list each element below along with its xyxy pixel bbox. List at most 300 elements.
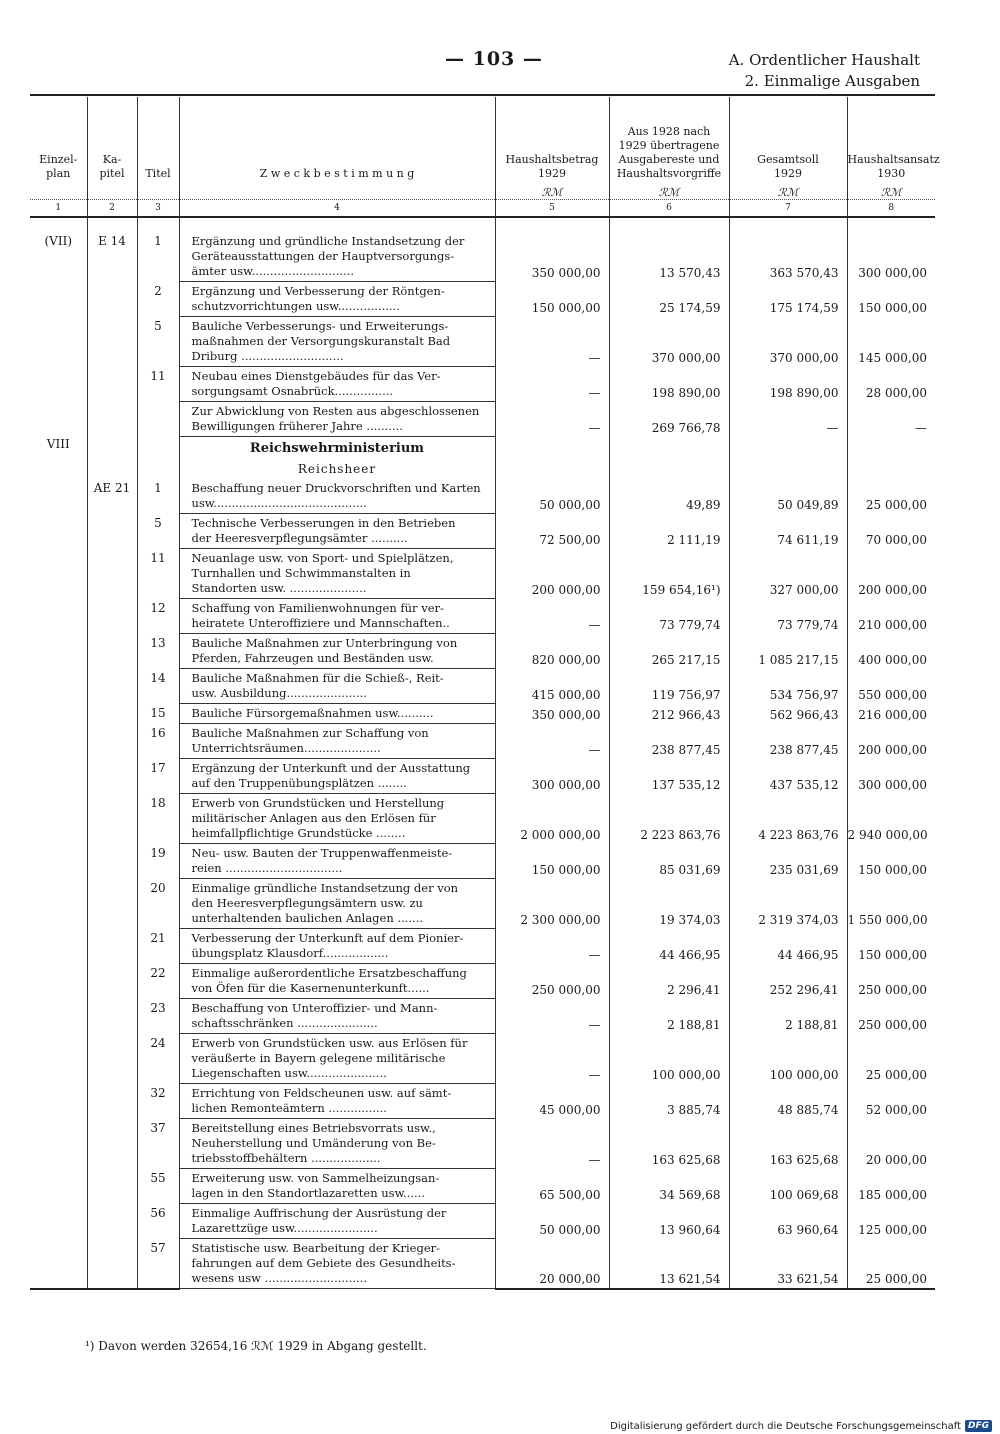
amount-cell: 238 877,45 (609, 724, 729, 759)
amount-cell: 125 000,00 (847, 1204, 935, 1239)
titel-cell: 18 (137, 794, 179, 844)
amount-cell: 2 188,81 (729, 999, 847, 1034)
kapitel-cell (87, 1119, 137, 1169)
description-line: Unterrichtsräumen..................... (191, 741, 381, 755)
description-line: Statistische usw. Bearbeitung der Krieger- (191, 1241, 441, 1255)
amount-cell: 73 779,74 (609, 599, 729, 634)
amount-cell: 52 000,00 (847, 1084, 935, 1119)
description-cell (179, 282, 495, 317)
amount-cell: 400 000,00 (847, 634, 935, 669)
einzelplan-cell (30, 634, 87, 669)
kapitel-cell (87, 549, 137, 599)
description-line: veräußerte in Bayern gelegene militärische (191, 1051, 446, 1065)
description-cell (179, 669, 495, 704)
amount-cell: 2 296,41 (609, 964, 729, 999)
amount-cell: 137 535,12 (609, 759, 729, 794)
amount-cell: 300 000,00 (495, 759, 609, 794)
amount-cell: 200 000,00 (847, 724, 935, 759)
amount-cell: 2 300 000,00 (495, 879, 609, 929)
description-cell (179, 1084, 495, 1119)
description-line: Neu- usw. Bauten der Truppenwaffenmeiste- (191, 846, 453, 860)
section-heading (729, 50, 920, 92)
amount-cell: 19 374,03 (609, 879, 729, 929)
amount-cell: 250 000,00 (847, 964, 935, 999)
amount-cell: 327 000,00 (729, 549, 847, 599)
amount-cell: 370 000,00 (729, 317, 847, 367)
budget-table (30, 97, 940, 1290)
kapitel-cell (87, 1034, 137, 1084)
amount-cell: 300 000,00 (847, 232, 935, 282)
amount-cell: 250 000,00 (847, 999, 935, 1034)
description-line: Einmalige Auffrischung der Ausrüstung der (191, 1206, 447, 1220)
col-header-gesamtsoll: Gesamtsoll 1929 (729, 97, 847, 181)
amount-cell: 100 069,68 (729, 1169, 847, 1204)
einzelplan-cell (30, 669, 87, 704)
amount-cell: 100 000,00 (609, 1034, 729, 1084)
description-line: Standorten usw. ..................... (191, 581, 367, 595)
amount-cell: 250 000,00 (495, 964, 609, 999)
einzelplan-cell (30, 794, 87, 844)
description-line: lichen Remonteämtern ................ (191, 1101, 387, 1115)
amount-cell: 2 940 000,00 (847, 794, 935, 844)
titel-cell: 1 (137, 232, 179, 282)
description-cell (179, 479, 495, 514)
description-cell (179, 1169, 495, 1204)
amount-cell: 145 000,00 (847, 317, 935, 367)
einzelplan-cell (30, 1239, 87, 1289)
amount-cell: 2 000 000,00 (495, 794, 609, 844)
einzelplan-cell (30, 549, 87, 599)
description-cell (179, 759, 495, 794)
amount-cell: — (495, 724, 609, 759)
titel-cell: 15 (137, 704, 179, 724)
amount-cell: 13 621,54 (609, 1239, 729, 1289)
amount-cell: 44 466,95 (609, 929, 729, 964)
kapitel-cell (87, 844, 137, 879)
amount-cell: — (495, 402, 609, 437)
description-cell (179, 599, 495, 634)
kapitel-cell (87, 599, 137, 634)
col-number: 1 (30, 200, 87, 218)
amount-cell: 25 000,00 (847, 479, 935, 514)
amount-cell: 48 885,74 (729, 1084, 847, 1119)
table-row (30, 759, 935, 794)
titel-cell: 24 (137, 1034, 179, 1084)
col-header-zweck: Z w e c k b e s t i m m u n g (179, 97, 495, 181)
description-line: fahrungen auf dem Gebiete des Gesundheits- (191, 1256, 456, 1270)
einzelplan-cell (30, 999, 87, 1034)
description-cell (179, 1034, 495, 1084)
description-cell (179, 514, 495, 549)
col-number: 6 (609, 200, 729, 218)
table-row (30, 599, 935, 634)
description-cell (179, 232, 495, 282)
section-heading-line1: A. Ordentlicher Haushalt (728, 51, 920, 69)
description-line: Ergänzung und Verbesserung der Röntgen- (191, 284, 445, 298)
amount-cell: 198 890,00 (609, 367, 729, 402)
description-line: Zur Abwicklung von Resten aus abgeschlossenen (191, 404, 480, 418)
amount-cell: 74 611,19 (729, 514, 847, 549)
subsection-row (30, 459, 935, 479)
table-row (30, 402, 935, 437)
description-line: Bauliche Maßnahmen zur Schaffung von (191, 726, 429, 740)
titel-cell: 56 (137, 1204, 179, 1239)
amount-cell: 50 000,00 (495, 1204, 609, 1239)
amount-cell: 163 625,68 (609, 1119, 729, 1169)
amount-cell: 13 960,64 (609, 1204, 729, 1239)
amount-cell: 300 000,00 (847, 759, 935, 794)
amount-cell: 33 621,54 (729, 1239, 847, 1289)
amount-cell: — (495, 1119, 609, 1169)
einzelplan-cell: VIII (46, 436, 70, 451)
description-line: Schaffung von Familienwohnungen für ver- (191, 601, 444, 615)
titel-cell: 16 (137, 724, 179, 759)
amount-cell: 238 877,45 (729, 724, 847, 759)
amount-cell: — (495, 929, 609, 964)
amount-cell: 72 500,00 (495, 514, 609, 549)
einzelplan-cell (30, 479, 87, 514)
titel-cell: 14 (137, 669, 179, 704)
amount-cell: 159 654,16¹) (609, 549, 729, 599)
amount-cell: 200 000,00 (847, 549, 935, 599)
table-row (30, 1239, 935, 1289)
dfg-logo: DFG (965, 1420, 992, 1432)
amount-cell: 212 966,43 (609, 704, 729, 724)
description-cell (179, 317, 495, 367)
col-number: 4 (179, 200, 495, 218)
titel-cell: 19 (137, 844, 179, 879)
amount-cell: 44 466,95 (729, 929, 847, 964)
credit-text: Digitalisierung gefördert durch die Deutsche Forschungsgemeinschaft (610, 1420, 961, 1432)
amount-cell: 4 223 863,76 (729, 794, 847, 844)
description-cell (179, 634, 495, 669)
titel-cell: 57 (137, 1239, 179, 1289)
unit-label: ℛℳ (495, 181, 609, 200)
amount-cell: 13 570,43 (609, 232, 729, 282)
unit-label: ℛℳ (609, 181, 729, 200)
table-row (30, 232, 935, 282)
description-line: Verbesserung der Unterkunft auf dem Pionier- (191, 931, 464, 945)
description-line: wesens usw ............................ (191, 1271, 367, 1285)
einzelplan-cell (30, 317, 87, 367)
amount-cell: 265 217,15 (609, 634, 729, 669)
description-cell (179, 1239, 495, 1289)
description-cell (179, 724, 495, 759)
section-row (30, 437, 935, 460)
titel-cell: 17 (137, 759, 179, 794)
col-number: 5 (495, 200, 609, 218)
amount-cell: 2 223 863,76 (609, 794, 729, 844)
col-header-ansatz: Haushaltsansatz 1930 (847, 97, 935, 181)
description-line: Liegenschaften usw...................... (191, 1066, 387, 1080)
titel-cell: 21 (137, 929, 179, 964)
einzelplan-cell (30, 367, 87, 402)
amount-cell: 175 174,59 (729, 282, 847, 317)
titel-cell: 22 (137, 964, 179, 999)
amount-cell: 437 535,12 (729, 759, 847, 794)
amount-cell: 119 756,97 (609, 669, 729, 704)
amount-cell: 150 000,00 (495, 844, 609, 879)
amount-cell: 562 966,43 (729, 704, 847, 724)
amount-cell: 200 000,00 (495, 549, 609, 599)
col-header-haushaltsbetrag: Haushaltsbetrag 1929 (495, 97, 609, 181)
amount-cell: 20 000,00 (847, 1119, 935, 1169)
description-cell (179, 929, 495, 964)
einzelplan-cell (30, 1119, 87, 1169)
amount-cell: 34 569,68 (609, 1169, 729, 1204)
description-line: Erwerb von Grundstücken und Herstellung (191, 796, 445, 810)
amount-cell: 100 000,00 (729, 1034, 847, 1084)
amount-cell: 25 000,00 (847, 1239, 935, 1289)
kapitel-cell (87, 759, 137, 794)
table-row (30, 479, 935, 514)
amount-cell: — (495, 999, 609, 1034)
kapitel-cell (87, 514, 137, 549)
spacer-row (30, 217, 935, 232)
digitization-credit (610, 1420, 992, 1432)
col-header-titel: Titel (137, 97, 179, 181)
amount-cell: 216 000,00 (847, 704, 935, 724)
amount-cell: 150 000,00 (847, 929, 935, 964)
table-row (30, 999, 935, 1034)
amount-cell: 50 049,89 (729, 479, 847, 514)
einzelplan-cell (30, 724, 87, 759)
amount-cell: 2 111,19 (609, 514, 729, 549)
unit-label: ℛℳ (729, 181, 847, 200)
amount-cell: 150 000,00 (495, 282, 609, 317)
titel-cell: 13 (137, 634, 179, 669)
kapitel-cell: E 14 (87, 232, 137, 282)
amount-cell: 363 570,43 (729, 232, 847, 282)
top-rule (30, 94, 935, 96)
description-line: usw. Ausbildung...................... (191, 686, 367, 700)
table-row (30, 514, 935, 549)
amount-cell: 550 000,00 (847, 669, 935, 704)
description-line: Bauliche Verbesserungs- und Erweiterungs- (191, 319, 449, 333)
amount-cell: 185 000,00 (847, 1169, 935, 1204)
table-row (30, 1084, 935, 1119)
col-number: 2 (87, 200, 137, 218)
amount-cell: 150 000,00 (847, 844, 935, 879)
description-line: Neuanlage usw. von Sport- und Spielplätzen, (191, 551, 454, 565)
titel-cell: 55 (137, 1169, 179, 1204)
amount-cell: 210 000,00 (847, 599, 935, 634)
titel-cell: 12 (137, 599, 179, 634)
description-cell (179, 367, 495, 402)
col-header-einzelplan: Einzel- plan (39, 153, 78, 180)
section-title: Reichswehrministerium (179, 437, 495, 460)
kapitel-cell (87, 1204, 137, 1239)
description-line: Bauliche Maßnahmen zur Unterbringung von (191, 636, 458, 650)
kapitel-cell (87, 794, 137, 844)
table-row (30, 367, 935, 402)
kapitel-cell (87, 929, 137, 964)
kapitel-cell (87, 402, 137, 437)
titel-cell: 5 (137, 317, 179, 367)
section-heading-line2: 2. Einmalige Ausgaben (744, 72, 920, 90)
table-row (30, 879, 935, 929)
description-line: Driburg ............................ (191, 349, 344, 363)
table-row (30, 1034, 935, 1084)
einzelplan-cell (30, 282, 87, 317)
kapitel-cell (87, 1239, 137, 1289)
amount-cell: 350 000,00 (495, 232, 609, 282)
col-header-uebertragen: Aus 1928 nach 1929 übertragene Ausgabereste und Haushaltsvorgriffe (609, 97, 729, 181)
titel-cell: 32 (137, 1084, 179, 1119)
description-line: Pferden, Fahrzeugen und Beständen usw. (191, 651, 434, 665)
description-line: übungsplatz Klausdorf.................. (191, 946, 389, 960)
description-cell (179, 402, 495, 437)
titel-cell: 5 (137, 514, 179, 549)
description-line: Technische Verbesserungen in den Betrieben (191, 516, 456, 530)
einzelplan-cell (30, 514, 87, 549)
col-number: 3 (137, 200, 179, 218)
kapitel-cell (87, 669, 137, 704)
description-line: der Heeresverpflegungsämter .......... (191, 531, 408, 545)
subsection-title: Reichsheer (179, 459, 495, 479)
einzelplan-cell (30, 879, 87, 929)
description-line: usw.......................................... (191, 496, 367, 510)
description-line: Ergänzung und gründliche Instandsetzung der (191, 234, 465, 248)
amount-cell: 70 000,00 (847, 514, 935, 549)
description-line: militärischer Anlagen aus den Erlösen für (191, 811, 436, 825)
titel-cell: 37 (137, 1119, 179, 1169)
description-line: den Heeresverpflegungsämtern usw. zu (191, 896, 423, 910)
table-row (30, 1204, 935, 1239)
einzelplan-cell (30, 844, 87, 879)
table-row (30, 282, 935, 317)
einzelplan-cell (30, 759, 87, 794)
description-line: schutzvorrichtungen usw................. (191, 299, 400, 313)
description-line: triebsstoffbehältern ................... (191, 1151, 381, 1165)
description-cell (179, 549, 495, 599)
description-cell (179, 844, 495, 879)
amount-cell: 163 625,68 (729, 1119, 847, 1169)
amount-cell: — (495, 1034, 609, 1084)
col-header-kapitel: Ka- pitel (87, 97, 137, 181)
amount-cell: 1 085 217,15 (729, 634, 847, 669)
col-number: 7 (729, 200, 847, 218)
kapitel-cell (87, 999, 137, 1034)
table-row (30, 634, 935, 669)
table-row (30, 549, 935, 599)
description-line: Bauliche Maßnahmen für die Schieß-, Reit- (191, 671, 444, 685)
titel-cell: 1 (137, 479, 179, 514)
amount-cell: 350 000,00 (495, 704, 609, 724)
kapitel-cell (87, 704, 137, 724)
table-row (30, 1169, 935, 1204)
table-row (30, 929, 935, 964)
description-line: Neuherstellung und Umänderung von Be- (191, 1136, 436, 1150)
amount-cell: 45 000,00 (495, 1084, 609, 1119)
description-line: schaftsschränken ...................... (191, 1016, 378, 1030)
amount-cell: 63 960,64 (729, 1204, 847, 1239)
description-line: heiratete Unteroffiziere und Mannschaften.. (191, 616, 450, 630)
amount-cell: 1 550 000,00 (847, 879, 935, 929)
kapitel-cell (87, 282, 137, 317)
description-line: von Öfen für die Kasernenunterkunft...... (191, 981, 430, 995)
description-line: reien ................................ (191, 861, 343, 875)
description-line: Bewilligungen früherer Jahre .......... (191, 419, 403, 433)
description-line: auf den Truppenübungsplätzen ........ (191, 776, 407, 790)
description-line: Bauliche Fürsorgemaßnahmen usw.......... (191, 706, 434, 720)
kapitel-cell (87, 964, 137, 999)
table-row (30, 1119, 935, 1169)
amount-cell: 2 188,81 (609, 999, 729, 1034)
description-line: Erweiterung usw. von Sammelheizungsan- (191, 1171, 440, 1185)
kapitel-cell (87, 317, 137, 367)
einzelplan-cell (30, 1204, 87, 1239)
amount-cell: 73 779,74 (729, 599, 847, 634)
kapitel-cell (87, 1169, 137, 1204)
unit-label: ℛℳ (847, 181, 935, 200)
table-row (30, 317, 935, 367)
kapitel-cell (87, 879, 137, 929)
amount-cell: 415 000,00 (495, 669, 609, 704)
kapitel-cell (87, 1084, 137, 1119)
description-line: Neubau eines Dienstgebäudes für das Ver- (191, 369, 441, 383)
amount-cell: — (495, 317, 609, 367)
einzelplan-cell (30, 599, 87, 634)
description-line: Einmalige gründliche Instandsetzung der von (191, 881, 459, 895)
amount-cell: 534 756,97 (729, 669, 847, 704)
description-line: unterhaltenden baulichen Anlagen ....... (191, 911, 423, 925)
description-line: Errichtung von Feldscheunen usw. auf sämt- (191, 1086, 452, 1100)
amount-cell: 269 766,78 (609, 402, 729, 437)
description-line: Lazarettzüge usw....................... (191, 1221, 378, 1235)
amount-cell: 198 890,00 (729, 367, 847, 402)
description-line: Erwerb von Grundstücken usw. aus Erlösen für (191, 1036, 468, 1050)
amount-cell: — (495, 367, 609, 402)
titel-cell: 23 (137, 999, 179, 1034)
titel-cell: 20 (137, 879, 179, 929)
einzelplan-cell (30, 402, 87, 437)
table-row (30, 844, 935, 879)
einzelplan-cell (30, 1169, 87, 1204)
amount-cell: — (495, 599, 609, 634)
einzelplan-cell: (VII) (44, 234, 72, 248)
amount-cell: 65 500,00 (495, 1169, 609, 1204)
table-row (30, 704, 935, 724)
titel-cell: 11 (137, 549, 179, 599)
kapitel-cell (87, 367, 137, 402)
table-row (30, 724, 935, 759)
amount-cell: 25 000,00 (847, 1034, 935, 1084)
einzelplan-cell (30, 704, 87, 724)
page-number: — 103 — (445, 48, 543, 70)
description-cell (179, 879, 495, 929)
amount-cell: — (847, 402, 935, 437)
amount-cell: 25 174,59 (609, 282, 729, 317)
description-cell (179, 794, 495, 844)
description-line: ämter usw............................ (191, 264, 354, 278)
description-line: Ergänzung der Unterkunft und der Ausstattung (191, 761, 471, 775)
col-number: 8 (847, 200, 935, 218)
footnote: ¹) Davon werden 32654,16 ℛℳ 1929 in Abgang gestellt. (85, 1339, 427, 1353)
description-line: Beschaffung von Unteroffizier- und Mann- (191, 1001, 438, 1015)
description-cell (179, 964, 495, 999)
einzelplan-cell (30, 1034, 87, 1084)
description-cell (179, 999, 495, 1034)
amount-cell: — (729, 402, 847, 437)
amount-cell: 49,89 (609, 479, 729, 514)
amount-cell: 235 031,69 (729, 844, 847, 879)
einzelplan-cell (30, 1084, 87, 1119)
amount-cell: 252 296,41 (729, 964, 847, 999)
kapitel-cell (87, 724, 137, 759)
amount-cell: 20 000,00 (495, 1239, 609, 1289)
titel-cell (137, 402, 179, 437)
